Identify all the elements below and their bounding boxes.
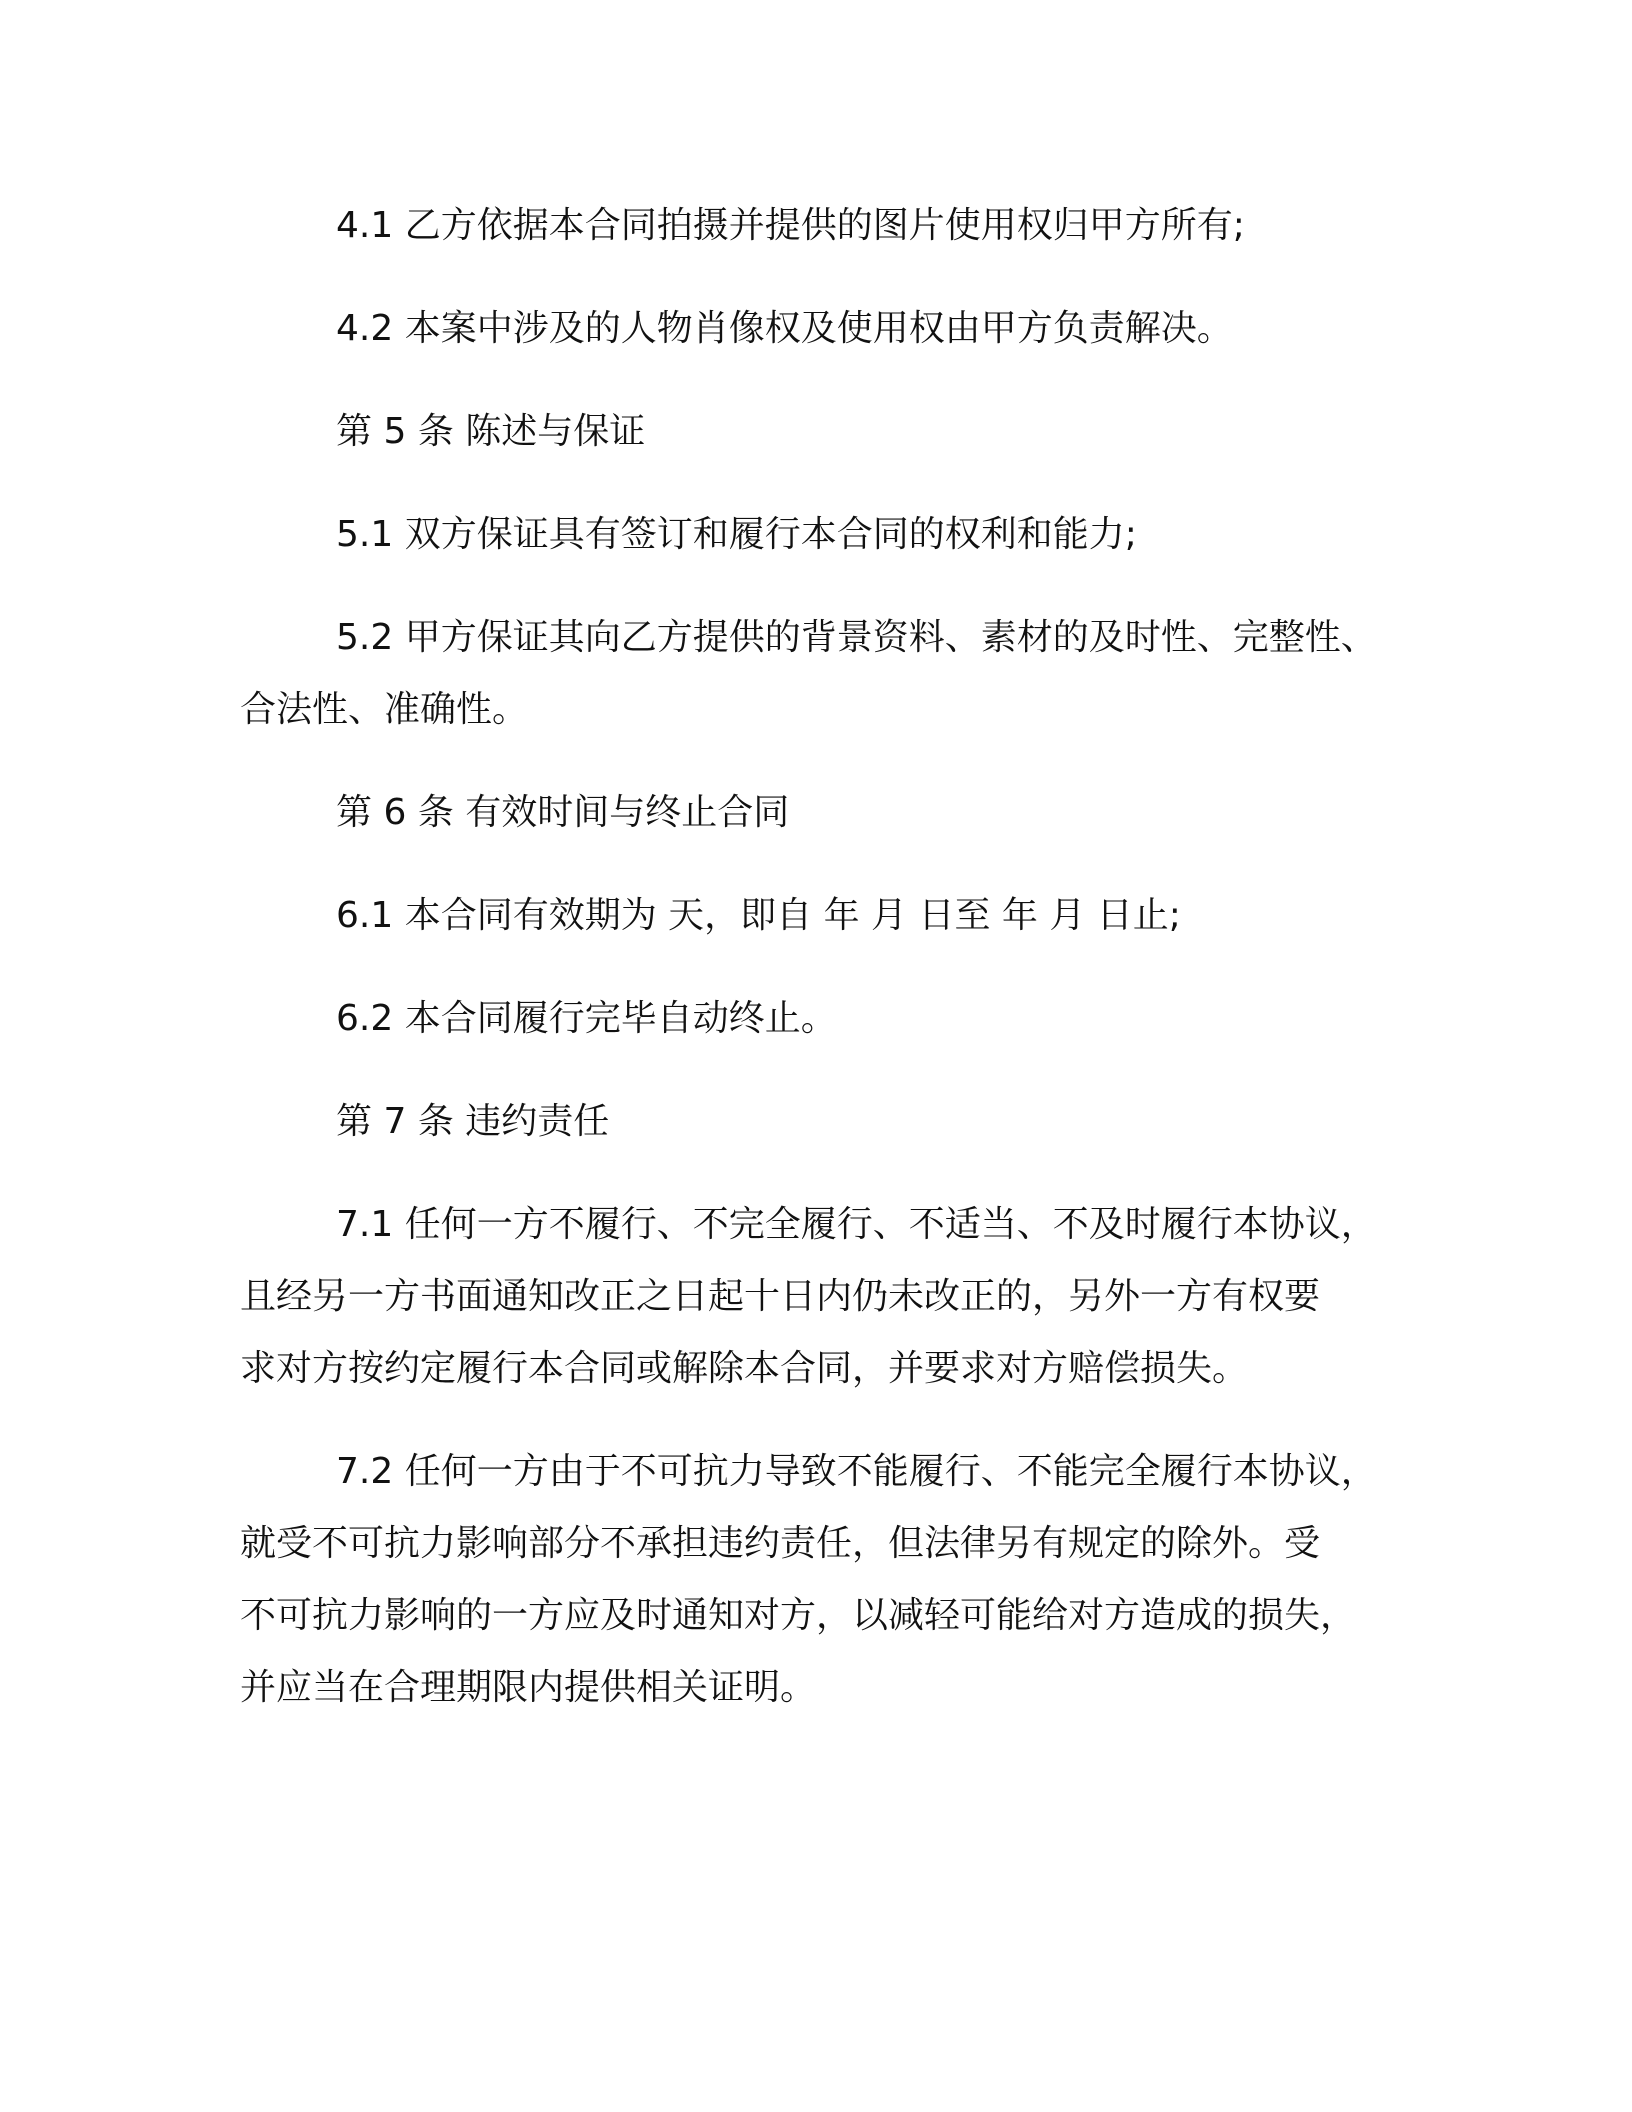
- clause-5-2: [240, 602, 1400, 746]
- paragraph-line: 6.2 本合同履行完毕自动终止。: [336, 998, 837, 1039]
- clause-4-2: [240, 293, 1400, 365]
- clause-6-1: [240, 880, 1400, 952]
- paragraph-line: 不可抗力影响的一方应及时通知对方，以减轻可能给对方造成的损失，: [240, 1595, 1357, 1636]
- paragraph-line: 就受不可抗力影响部分不承担违约责任，但法律另有规定的除外。受: [240, 1523, 1321, 1564]
- clause-4-1: [240, 190, 1400, 262]
- paragraph-line: 合法性、准确性。: [240, 689, 529, 730]
- paragraph-line: 4.1 乙方依据本合同拍摄并提供的图片使用权归甲方所有;: [336, 205, 1245, 246]
- paragraph-line: 7.1 任何一方不履行、不完全履行、不适当、不及时履行本协议，: [336, 1204, 1377, 1245]
- paragraph-line: 并应当在合理期限内提供相关证明。: [240, 1667, 817, 1708]
- section-heading-5: [240, 396, 1400, 468]
- paragraph-line: 7.2 任何一方由于不可抗力导致不能履行、不能完全履行本协议，: [336, 1451, 1377, 1492]
- paragraph-line: 求对方按约定履行本合同或解除本合同，并要求对方赔偿损失。: [240, 1348, 1249, 1389]
- paragraph-line: 4.2 本案中涉及的人物肖像权及使用权由甲方负责解决。: [336, 308, 1233, 349]
- clause-6-2: [240, 983, 1400, 1055]
- paragraph-line: 且经另一方书面通知改正之日起十日内仍未改正的，另外一方有权要: [240, 1276, 1321, 1317]
- paragraph-line: 5.1 双方保证具有签订和履行本合同的权利和能力;: [336, 514, 1137, 555]
- section-heading-7: [240, 1086, 1400, 1158]
- clause-7-1: [240, 1189, 1400, 1405]
- document-body: [240, 190, 1400, 1755]
- section-title: 第 6 条 有效时间与终止合同: [336, 792, 790, 833]
- paragraph-line: 6.1 本合同有效期为 天，即自 年 月 日至 年 月 日止;: [336, 895, 1181, 936]
- clause-7-2: [240, 1436, 1400, 1724]
- section-title: 第 7 条 违约责任: [336, 1101, 610, 1142]
- section-title: 第 5 条 陈述与保证: [336, 411, 646, 452]
- section-heading-6: [240, 777, 1400, 849]
- paragraph-line: 5.2 甲方保证其向乙方提供的背景资料、素材的及时性、完整性、: [336, 617, 1377, 658]
- clause-5-1: [240, 499, 1400, 571]
